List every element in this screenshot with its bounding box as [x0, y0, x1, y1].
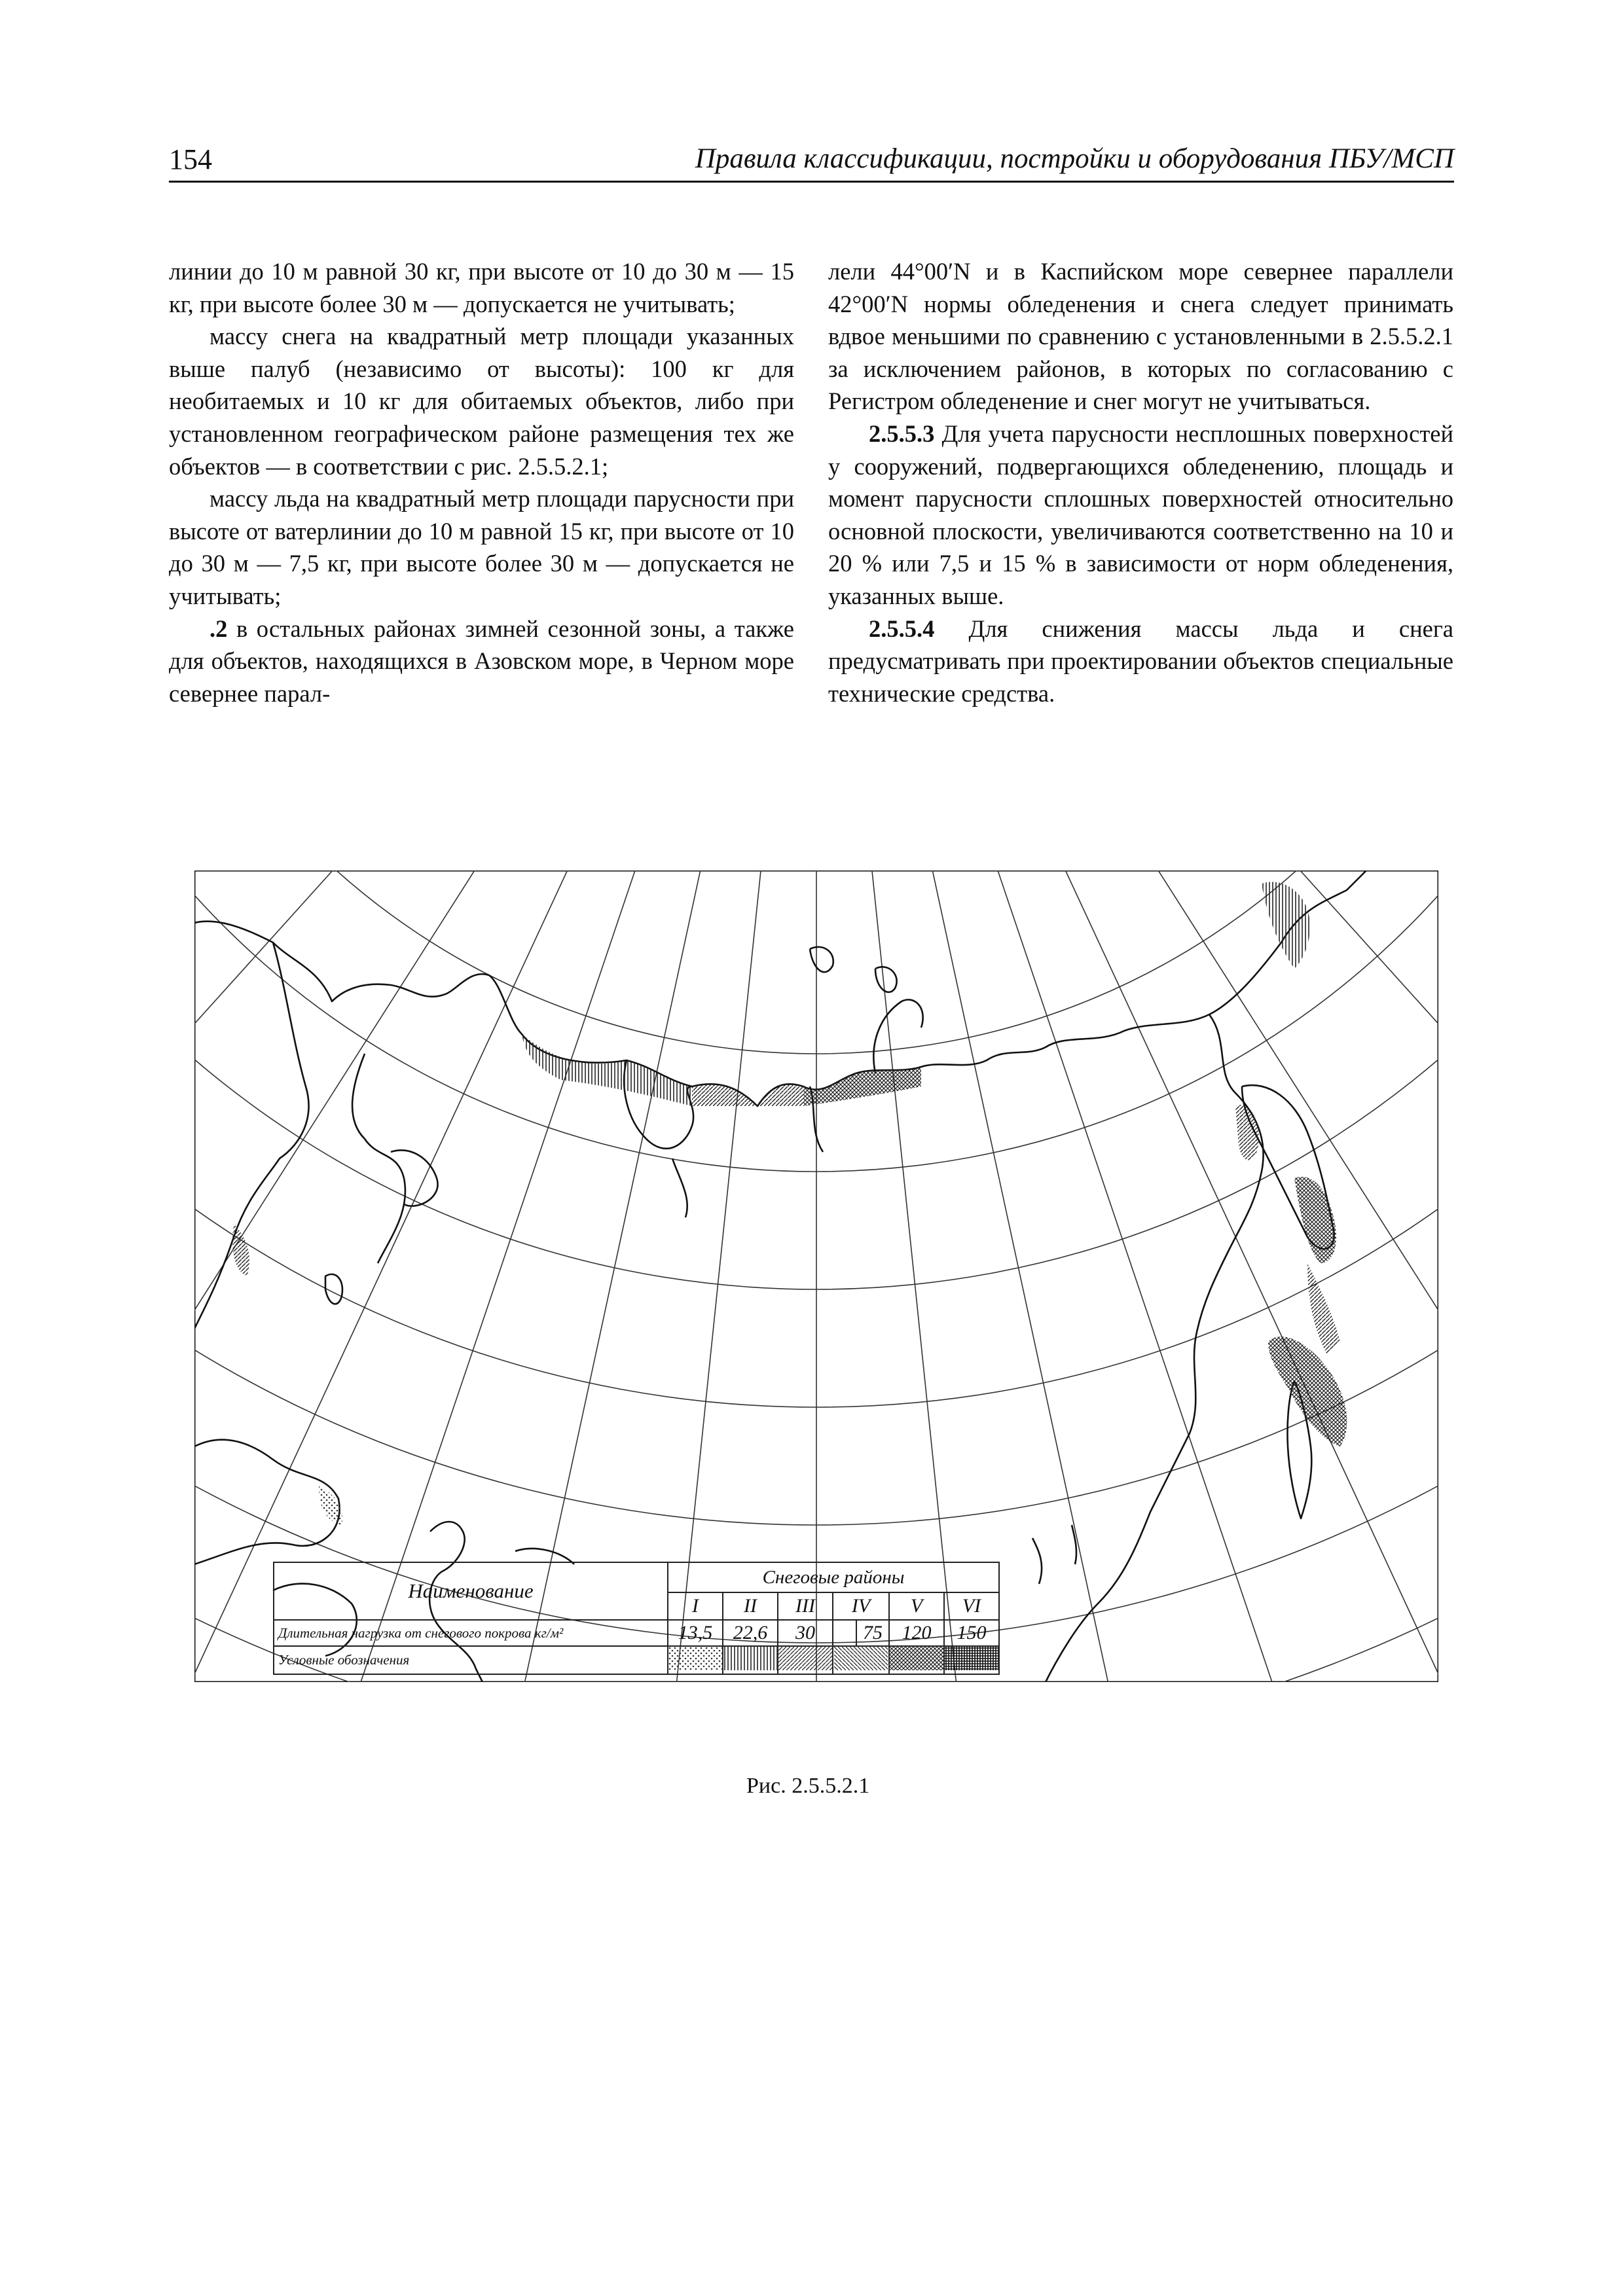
- symbol-swatch-II: [723, 1646, 778, 1674]
- symbol-swatch-VI: [944, 1646, 999, 1674]
- header-rule: [169, 181, 1454, 183]
- symbol-swatch-III: [778, 1646, 833, 1674]
- left-column: [169, 255, 794, 709]
- load-value: 150: [944, 1620, 999, 1646]
- region-label: V: [889, 1592, 944, 1620]
- symbol-swatch-V: [889, 1646, 944, 1674]
- figure-caption: Рис. 2.5.5.2.1: [746, 1774, 870, 1798]
- load-label: Длительная нагрузка от снегового покрова кг/м²: [274, 1620, 668, 1646]
- paragraph: массу льда на квадратный метр площади парусности при высоте от ватерлинии до 10 м равной 15 кг, при высоте от 10 до 30 м — 7,5 кг, при высоте более 30 м — допускается не учитывать;: [169, 485, 794, 609]
- load-value: 30: [778, 1620, 833, 1646]
- load-value: [833, 1620, 856, 1646]
- region-label: II: [723, 1592, 778, 1620]
- region-label: I: [668, 1592, 723, 1620]
- region-label: VI: [944, 1592, 999, 1620]
- paragraph: массу снега на квадратный метр площади указанных выше палуб (независимо от высоты): 100 кг для необитаемых и 10 кг для обитаемых объектов, либо при установленном географическом районе размещения тех же объектов — в соответствии с рис. 2.5.5.2.1;: [169, 323, 794, 480]
- load-value: 22,6: [723, 1620, 778, 1646]
- region-label: IV: [833, 1592, 889, 1620]
- item-number: .2: [210, 615, 228, 642]
- symbol-swatch-IV: [833, 1646, 889, 1674]
- load-value: 120: [889, 1620, 944, 1646]
- load-value: 13,5: [668, 1620, 723, 1646]
- load-value: 75: [856, 1620, 889, 1646]
- running-title: Правила классификации, постройки и оборудования ПБУ/МСП: [695, 143, 1454, 174]
- page-number: 154: [169, 143, 212, 175]
- paragraph-text: Для учета парусности несплошных поверхностей у сооружений, подвергающихся обледенению, площадь и момент парусности сплошных поверхностей относительно основной плоскости, увеличиваются соответственно на 10 и 20 % или 7,5 и 15 % в зависимости от норм обледенения, указанных выше.: [828, 420, 1453, 609]
- symbols-label: Условные обозначения: [274, 1646, 668, 1674]
- paragraph: [169, 613, 794, 710]
- snow-regions-legend-table: [273, 1562, 1000, 1675]
- section-number: 2.5.5.4: [869, 615, 935, 642]
- region-label: III: [778, 1592, 833, 1620]
- name-header: Наименование: [274, 1562, 668, 1620]
- paragraph-text: Для снижения массы льда и снега предусматривать при проектировании объектов специальные технические средства.: [828, 615, 1453, 707]
- snow-regions-header: Снеговые районы: [668, 1562, 999, 1592]
- paragraph: [828, 613, 1453, 710]
- paragraph: лели 44°00′N и в Каспийском море севернее параллели 42°00′N нормы обледенения и снега следует принимать вдвое меньшими по сравнению с установленными в 2.5.5.2.1 за исключением районов, в которых по согласованию с Регистром обледенение и снег могут не учитываться.: [828, 258, 1453, 415]
- right-column: [828, 255, 1453, 709]
- symbol-swatch-I: [668, 1646, 723, 1674]
- snow-region-map: [194, 870, 1438, 1682]
- paragraph: [828, 418, 1453, 613]
- section-number: 2.5.5.3: [869, 420, 935, 447]
- paragraph-text: в остальных районах зимней сезонной зоны, а также для объектов, находящихся в Азовском море, в Черном море севернее парал-: [169, 615, 794, 707]
- paragraph: линии до 10 м равной 30 кг, при высоте от 10 до 30 м — 15 кг, при высоте более 30 м — допускается не учитывать;: [169, 258, 794, 317]
